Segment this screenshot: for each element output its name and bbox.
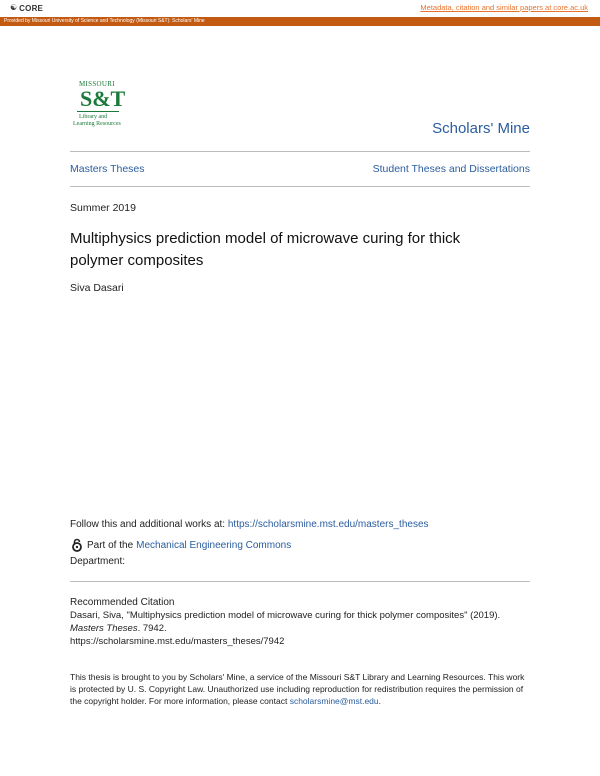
student-theses-link[interactable]: Student Theses and Dissertations: [372, 163, 530, 175]
follow-line: [70, 519, 429, 530]
citation-number: . 7942.: [137, 623, 167, 634]
citation-url-link[interactable]: https://scholarsmine.mst.edu/masters_theses/7942: [70, 636, 285, 647]
publication-date: Summer 2019: [70, 202, 136, 214]
document-title: Multiphysics prediction model of microwave curing for thick polymer composites: [70, 230, 461, 269]
copyright-notice: [70, 671, 530, 707]
provided-by-text: Provided by Missouri University of Science and Technology (Missouri S&T): Scholars' Mine: [4, 18, 205, 24]
mechanical-engineering-commons-link[interactable]: Mechanical Engineering Commons: [136, 539, 292, 551]
citation-line: Dasari, Siva, "Multiphysics prediction model of microwave curing for thick polymer composites" (2019).: [70, 610, 501, 621]
citation-series: Masters Theses: [70, 623, 138, 634]
core-logo[interactable]: [10, 2, 43, 14]
logo-missouri-text: MISSOURI: [79, 80, 115, 88]
divider-nav: [70, 186, 530, 187]
divider-citation: [70, 581, 530, 582]
follow-url-link[interactable]: https://scholarsmine.mst.edu/masters_theses: [227, 519, 429, 530]
provided-by-bar: [0, 17, 600, 26]
citation-series-line: [70, 623, 167, 634]
core-brand: CORE: [19, 3, 44, 13]
citation-heading: Recommended Citation: [70, 597, 175, 608]
divider-top: [70, 151, 530, 152]
logo-st-text: S&T: [80, 86, 126, 111]
open-access-icon: [70, 538, 84, 552]
missouri-st-logo: [71, 80, 129, 138]
contact-email-link[interactable]: scholarsmine@mst.edu: [289, 696, 379, 706]
footer-end: .: [378, 696, 382, 706]
part-of-line: [70, 538, 291, 552]
footer-text: This thesis is brought to you by Scholars' Mine, a service of the Missouri S&T Library and Learning Resources. This work is protected by U. S. Copyright Law. Unauthorized use including reproduction for redistribution requires the permission of the copyright holder. For more information, please contact: [70, 672, 525, 706]
department-label: Department:: [70, 556, 126, 567]
repository-name[interactable]: Scholars' Mine: [432, 120, 530, 137]
partof-prefix: Part of the: [87, 539, 134, 551]
core-icon: ☯: [10, 3, 18, 12]
core-banner: [0, 0, 600, 16]
follow-prefix: Follow this and additional works at:: [70, 519, 228, 530]
author-name: Siva Dasari: [70, 282, 124, 294]
masters-theses-link[interactable]: Masters Theses: [70, 163, 145, 175]
logo-line1: Library and: [79, 114, 108, 120]
logo-line2: Learning Resources: [73, 121, 121, 127]
core-metadata-link[interactable]: Metadata, citation and similar papers at core.ac.uk: [420, 3, 588, 12]
logo-rule: [77, 111, 119, 112]
